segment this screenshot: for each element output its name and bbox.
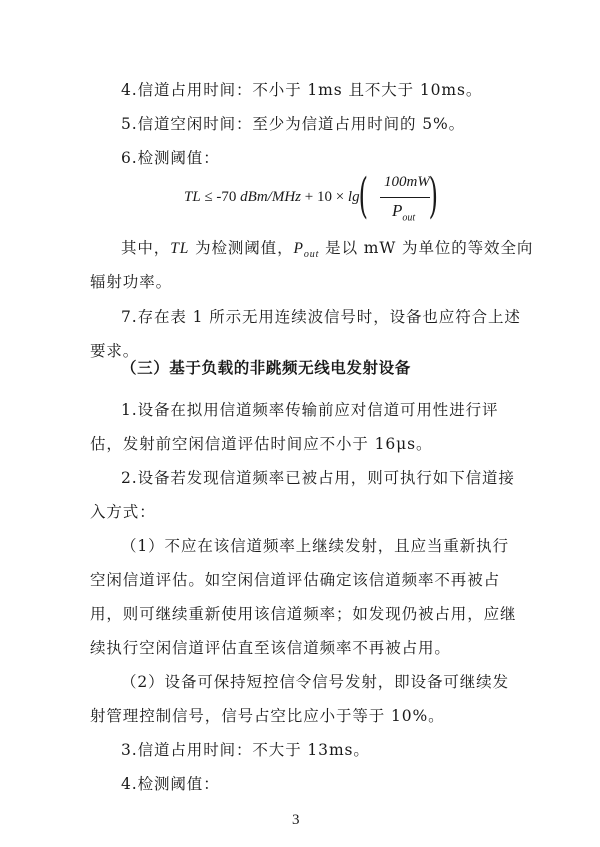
text-line: 1.设备在拟用信道频率传输前应对信道可用性进行评 (121, 401, 499, 419)
text-line: 续执行空闲信道评估直至该信道频率不再被占用。 (90, 639, 451, 657)
text-line: 6.检测阈值： (121, 149, 220, 167)
detection-threshold-formula (184, 168, 454, 224)
text-line: 其中，TL 为检测阈值，$P_{out}$ 是以 mW 为单位的等效全向 (121, 239, 534, 261)
text-line: 3.信道占用时间：不大于 13ms。 (121, 741, 370, 759)
text-line: 估，发射前空闲信道评估时间应不小于 16μs。 (90, 435, 433, 453)
section-heading: （三）基于负载的非跳频无线电发射设备 (121, 359, 411, 377)
formula-le: ≤ -70 (200, 189, 241, 205)
text-line: 入方式： (90, 503, 156, 521)
text-line: 4.检测阈值： (121, 775, 220, 793)
text-line: （1）不应在该信道频率上继续发射，且应当重新执行 (121, 537, 509, 555)
formula-denominator: $P_{out}$ (392, 201, 416, 224)
formula-plus: + 10 × (301, 189, 348, 205)
text-line: 5.信道空闲时间：至少为信道占用时间的 5%。 (121, 115, 466, 133)
text-line: 用，则可继续重新使用该信道频率；如发现仍被占用，应继 (90, 605, 517, 623)
fraction-bar (380, 197, 430, 198)
right-paren: ) (428, 168, 439, 224)
text-line: 射管理控制信号，信号占空比应小于等于 10%。 (90, 707, 445, 725)
text-line: 7.存在表 1 所示无用连续波信号时，设备也应符合上述 (121, 308, 521, 326)
formula-tl: TL (184, 189, 201, 205)
text-line: 2.设备若发现信道频率已被占用，则可执行如下信道接 (121, 469, 515, 487)
text-line: 要求。 (90, 342, 140, 360)
formula-unit: dBm/MHz (240, 189, 301, 205)
left-paren: ( (358, 168, 369, 224)
text-line: 辐射功率。 (90, 273, 173, 291)
page-number: 3 (292, 812, 300, 828)
formula-numerator: 100mW (384, 174, 430, 190)
text-line: 空闲信道评估。如空闲信道评估确定该信道频率不再被占 (90, 571, 501, 589)
text-line: （2）设备可保持短控信令信号发射，即设备可继续发 (121, 673, 509, 691)
formula-lg: lg (347, 189, 360, 205)
text-line: 4.信道占用时间：不小于 1ms 且不大于 10ms。 (121, 81, 483, 99)
